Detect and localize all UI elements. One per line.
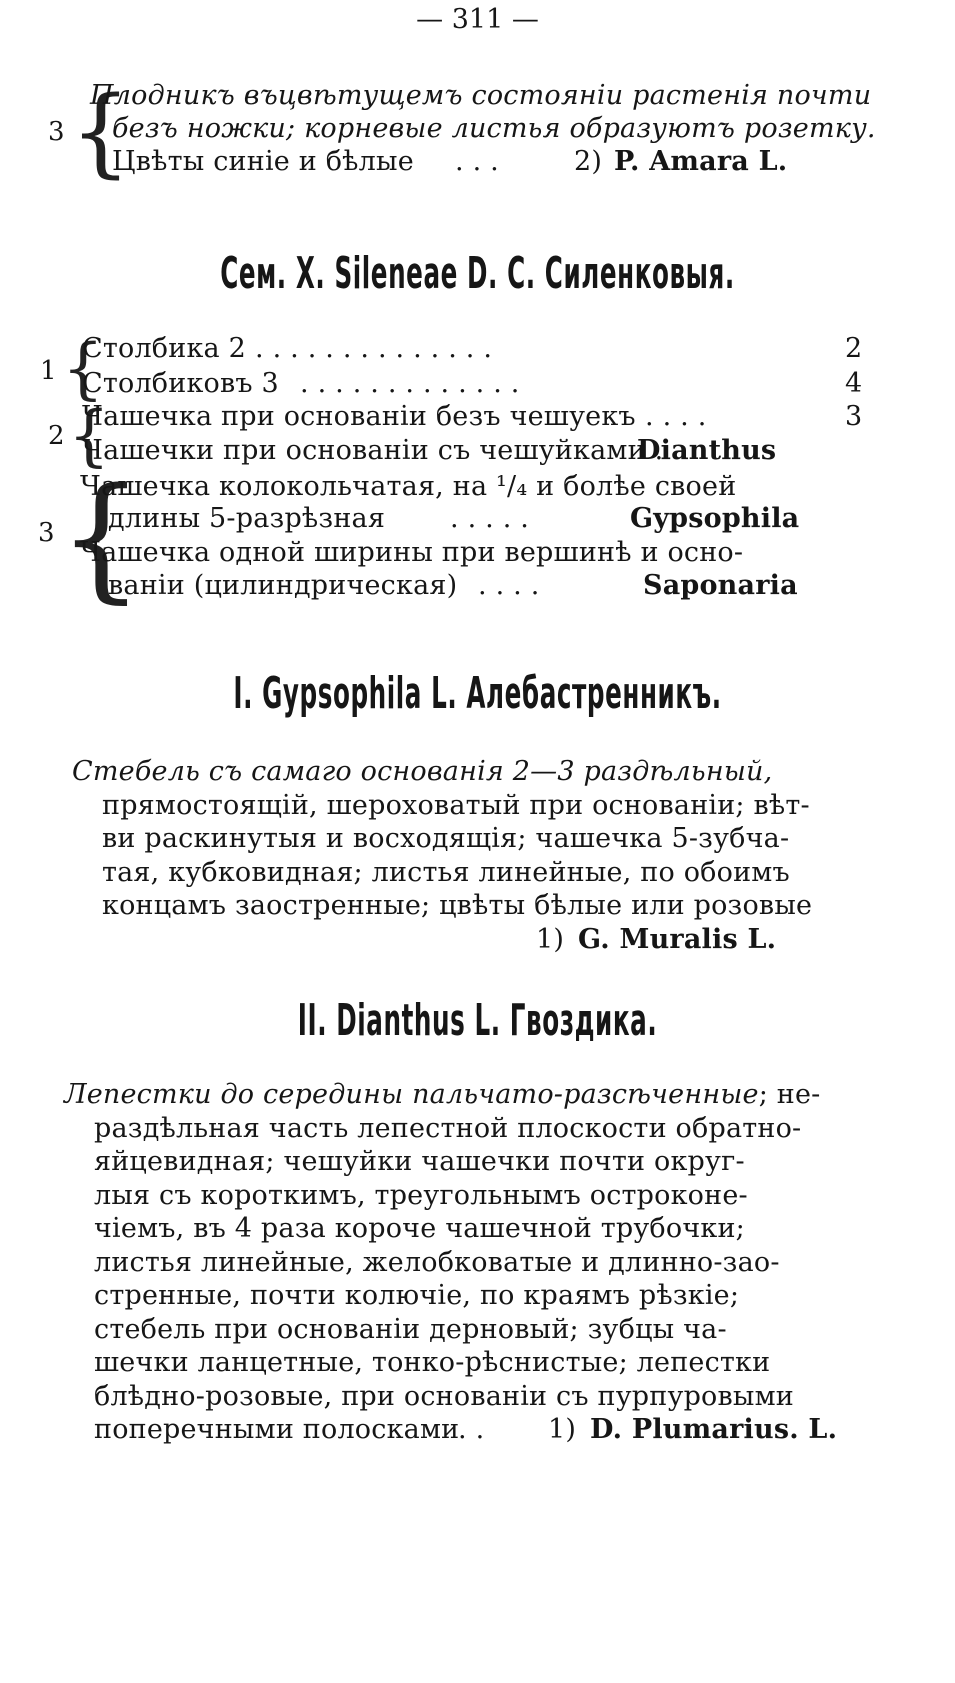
- dianth-line-8: стебель при основанiи дерновый; зубцы ча-: [94, 1314, 727, 1345]
- key-line-4: Чашечки при основанiи съ чешуйками .: [82, 435, 664, 466]
- key-ref-2: 2: [845, 333, 863, 364]
- key-line-3: Чашечка при основанiи безъ чешуекъ: [82, 401, 636, 432]
- key-number-3: 3: [48, 117, 65, 147]
- key-line-2-dots: . . . . . . . . . . . . .: [300, 368, 520, 399]
- brace: {: [58, 459, 144, 616]
- brace: {: [70, 76, 132, 188]
- key-line-6: длины 5-разрѣзная: [108, 503, 386, 534]
- gyps-line-2: прямостоящiй, шероховатый при основанiи; вѣт-: [102, 790, 810, 821]
- key-number-2: 2: [48, 421, 65, 451]
- dianthus-heading: II. Dianthus L. Гвоздика.: [297, 995, 658, 1046]
- dianth-line-9: шечки ланцетные, тонко-рѣснистые; лепестки: [94, 1347, 771, 1378]
- species-d-plumarius: D. Plumarius. L.: [590, 1414, 838, 1445]
- top-key-dots: . . .: [455, 146, 499, 177]
- species-g-muralis: G. Muralis L.: [578, 924, 777, 955]
- gypsophila-heading: I. Gypsophila L. Алебастренникъ.: [233, 668, 722, 719]
- dianth-line-3: яйцевидная; чешуйки чашечки почти округ-: [94, 1146, 745, 1177]
- key-line-8: ванiи (цилиндрическая): [108, 570, 458, 601]
- key-number-1: 1: [40, 356, 57, 386]
- key-ref-4: 4: [845, 368, 863, 399]
- key-number-3b: 3: [38, 518, 55, 548]
- dianth-line-4: лыя съ короткимъ, треугольнымъ остроконе-: [94, 1180, 748, 1211]
- page-number: — 311 —: [416, 4, 539, 35]
- dianth-line-10: блѣдно-розовые, при основанiи съ пурпуровыми: [94, 1381, 794, 1412]
- key-line-2: Столбиковъ 3: [82, 368, 279, 399]
- top-key-num: 2): [574, 146, 603, 177]
- key-line-7: Чашечка одной ширины при вершинѣ и осно-: [80, 537, 744, 568]
- dianth-line-1-rest: ; не-: [758, 1079, 821, 1110]
- top-key-line-1: Плодникъ въцвѣтущемъ состоянiи растенiя почти: [90, 80, 872, 111]
- gyps-line-6-num: 1): [536, 924, 565, 955]
- brace: {: [68, 397, 110, 474]
- key-line-8-dots: . . . .: [478, 570, 540, 601]
- dianth-line-11: поперечными полосками: [94, 1414, 460, 1445]
- species-p-amara: P. Amara L.: [614, 146, 788, 177]
- dianth-line-1-italic: Лепестки до середины пальчато-разсѣченные: [64, 1079, 759, 1110]
- top-key-line-2: безъ ножки; корневые листья образуютъ розетку.: [112, 113, 876, 144]
- gyps-line-5: концамъ заостренные; цвѣты бѣлые или розовые: [102, 890, 813, 921]
- top-key-line-3: [112, 146, 414, 177]
- top-key-line-3-text: Цвѣты синiе и бѣлые: [112, 146, 414, 177]
- genus-gypsophila: Gypsophila: [630, 503, 800, 534]
- gyps-line-3: ви раскинутыя и восходящiя; чашечка 5-зубча-: [102, 823, 790, 854]
- key-line-6-dots: . . . . .: [450, 503, 530, 534]
- dianth-line-2: раздѣльная часть лепестной плоскости обратно-: [94, 1113, 802, 1144]
- gyps-line-4: тая, кубковидная; листья линейные, по обоимъ: [102, 857, 790, 888]
- dianth-line-11-num: 1): [548, 1414, 577, 1445]
- dianth-line-5: чiемъ, въ 4 раза короче чашечной трубочки;: [94, 1213, 745, 1244]
- key-line-3-dots: . . . .: [645, 401, 707, 432]
- dianth-line-7: стренные, почти колючiе, по краямъ рѣзкiе;: [94, 1280, 740, 1311]
- dianth-line-11-dots: . .: [458, 1414, 485, 1445]
- genus-dianthus: Dianthus: [637, 435, 777, 466]
- key-line-5: Чашечка колокольчатая, на ¹/₄ и болѣе своей: [80, 471, 737, 502]
- dianth-line-1: [64, 1079, 820, 1110]
- family-heading: Сем. X. Sileneae D. C. Силенковыя.: [220, 248, 735, 299]
- key-line-1: Столбика 2: [82, 333, 246, 364]
- gyps-line-1: Стебель съ самаго основанiя 2—3 раздѣльный,: [72, 756, 773, 787]
- key-ref-3: 3: [845, 401, 863, 432]
- genus-saponaria: Saponaria: [643, 570, 798, 601]
- brace: {: [62, 330, 104, 407]
- key-line-1-dots: . . . . . . . . . . . . . .: [255, 333, 493, 364]
- dianth-line-6: листья линейные, желобковатые и длинно-зао-: [94, 1247, 780, 1278]
